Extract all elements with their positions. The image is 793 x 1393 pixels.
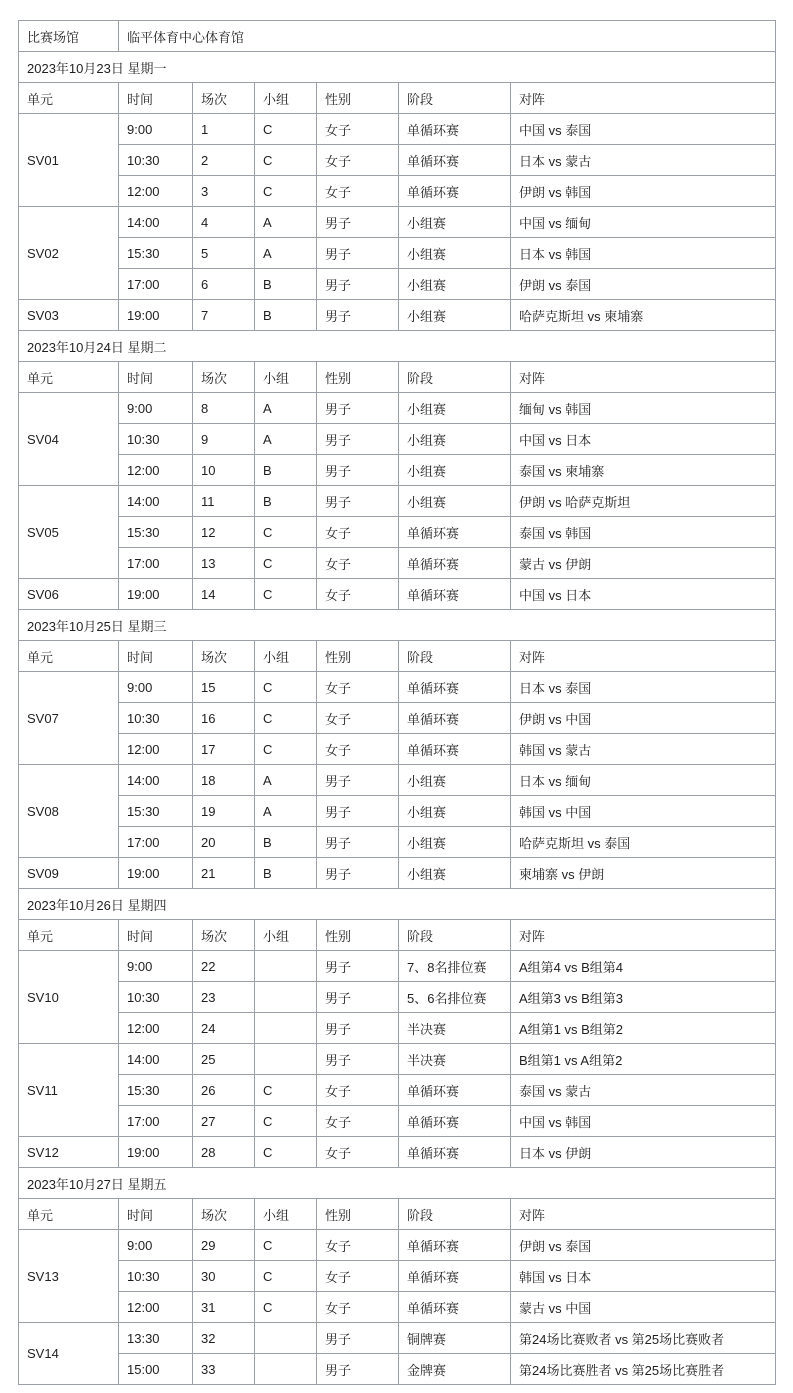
col-header-match: 场次 (193, 83, 255, 114)
cell-time: 13:30 (119, 1323, 193, 1354)
cell-group (255, 1044, 317, 1075)
cell-match: 31 (193, 1292, 255, 1323)
cell-match: 10 (193, 455, 255, 486)
table-row (19, 1044, 776, 1075)
cell-group: C (255, 1230, 317, 1261)
table-row (19, 1261, 776, 1292)
table-row (19, 982, 776, 1013)
cell-versus: 日本 vs 缅甸 (511, 765, 776, 796)
cell-stage: 7、8名排位赛 (399, 951, 511, 982)
cell-time: 19:00 (119, 300, 193, 331)
cell-group: A (255, 424, 317, 455)
cell-match: 9 (193, 424, 255, 455)
cell-versus: 蒙古 vs 伊朗 (511, 548, 776, 579)
cell-match: 6 (193, 269, 255, 300)
table-row (19, 1013, 776, 1044)
cell-gender: 男子 (317, 1354, 399, 1385)
cell-stage: 单循环赛 (399, 1230, 511, 1261)
cell-match: 28 (193, 1137, 255, 1168)
cell-time: 9:00 (119, 1230, 193, 1261)
table-row (19, 393, 776, 424)
cell-gender: 男子 (317, 1013, 399, 1044)
cell-group: C (255, 1106, 317, 1137)
cell-time: 12:00 (119, 176, 193, 207)
cell-match: 33 (193, 1354, 255, 1385)
cell-match: 15 (193, 672, 255, 703)
cell-versus: 哈萨克斯坦 vs 泰国 (511, 827, 776, 858)
cell-versus: 缅甸 vs 韩国 (511, 393, 776, 424)
unit-cell: SV03 (19, 300, 119, 331)
cell-gender: 男子 (317, 827, 399, 858)
cell-gender: 男子 (317, 455, 399, 486)
cell-gender: 女子 (317, 734, 399, 765)
col-header-time: 时间 (119, 1199, 193, 1230)
column-header-row (19, 83, 776, 114)
cell-versus: 伊朗 vs 泰国 (511, 1230, 776, 1261)
cell-time: 10:30 (119, 703, 193, 734)
cell-versus: 中国 vs 泰国 (511, 114, 776, 145)
cell-time: 14:00 (119, 765, 193, 796)
cell-time: 12:00 (119, 1292, 193, 1323)
cell-time: 17:00 (119, 1106, 193, 1137)
cell-group: C (255, 517, 317, 548)
col-header-time: 时间 (119, 920, 193, 951)
col-header-gender: 性别 (317, 1199, 399, 1230)
cell-match: 26 (193, 1075, 255, 1106)
cell-group: B (255, 827, 317, 858)
column-header-row (19, 641, 776, 672)
cell-group: A (255, 207, 317, 238)
day-date: 2023年10月27日 星期五 (19, 1168, 776, 1199)
cell-gender: 女子 (317, 1230, 399, 1261)
cell-time: 12:00 (119, 455, 193, 486)
cell-time: 9:00 (119, 393, 193, 424)
table-row (19, 1075, 776, 1106)
cell-versus: A组第1 vs B组第2 (511, 1013, 776, 1044)
cell-group: B (255, 486, 317, 517)
cell-versus: 柬埔寨 vs 伊朗 (511, 858, 776, 889)
cell-stage: 半决赛 (399, 1044, 511, 1075)
cell-time: 19:00 (119, 579, 193, 610)
cell-group: B (255, 300, 317, 331)
cell-time: 9:00 (119, 672, 193, 703)
col-header-time: 时间 (119, 641, 193, 672)
cell-stage: 单循环赛 (399, 145, 511, 176)
col-header-versus: 对阵 (511, 1199, 776, 1230)
cell-gender: 男子 (317, 486, 399, 517)
cell-time: 12:00 (119, 734, 193, 765)
cell-gender: 女子 (317, 1075, 399, 1106)
unit-cell: SV08 (19, 765, 119, 858)
cell-stage: 小组赛 (399, 455, 511, 486)
cell-match: 5 (193, 238, 255, 269)
cell-group: C (255, 145, 317, 176)
cell-group: C (255, 734, 317, 765)
col-header-unit: 单元 (19, 641, 119, 672)
day-header-row (19, 610, 776, 641)
col-header-stage: 阶段 (399, 1199, 511, 1230)
table-row (19, 765, 776, 796)
cell-group (255, 1323, 317, 1354)
cell-match: 11 (193, 486, 255, 517)
cell-gender: 女子 (317, 579, 399, 610)
cell-group: A (255, 238, 317, 269)
cell-group: C (255, 176, 317, 207)
table-row (19, 951, 776, 982)
cell-gender: 男子 (317, 238, 399, 269)
cell-match: 14 (193, 579, 255, 610)
cell-gender: 男子 (317, 269, 399, 300)
col-header-match: 场次 (193, 641, 255, 672)
cell-time: 14:00 (119, 207, 193, 238)
cell-versus: 哈萨克斯坦 vs 柬埔寨 (511, 300, 776, 331)
cell-gender: 女子 (317, 672, 399, 703)
cell-time: 9:00 (119, 114, 193, 145)
cell-stage: 金牌赛 (399, 1354, 511, 1385)
cell-time: 15:00 (119, 1354, 193, 1385)
col-header-stage: 阶段 (399, 920, 511, 951)
cell-group (255, 951, 317, 982)
cell-gender: 男子 (317, 424, 399, 455)
cell-time: 19:00 (119, 1137, 193, 1168)
cell-time: 17:00 (119, 548, 193, 579)
cell-versus: 日本 vs 泰国 (511, 672, 776, 703)
cell-group: B (255, 455, 317, 486)
cell-group: B (255, 858, 317, 889)
cell-stage: 小组赛 (399, 393, 511, 424)
cell-time: 19:00 (119, 858, 193, 889)
cell-stage: 单循环赛 (399, 579, 511, 610)
cell-versus: 韩国 vs 中国 (511, 796, 776, 827)
day-date: 2023年10月23日 星期一 (19, 52, 776, 83)
cell-versus: 伊朗 vs 哈萨克斯坦 (511, 486, 776, 517)
competition-schedule-table (18, 20, 776, 1385)
day-date: 2023年10月25日 星期三 (19, 610, 776, 641)
day-header-row (19, 1168, 776, 1199)
cell-stage: 单循环赛 (399, 672, 511, 703)
cell-group (255, 982, 317, 1013)
table-row (19, 207, 776, 238)
table-row (19, 1292, 776, 1323)
cell-match: 3 (193, 176, 255, 207)
unit-cell: SV10 (19, 951, 119, 1044)
cell-match: 21 (193, 858, 255, 889)
col-header-group: 小组 (255, 641, 317, 672)
cell-versus: 蒙古 vs 中国 (511, 1292, 776, 1323)
cell-gender: 男子 (317, 796, 399, 827)
cell-versus: B组第1 vs A组第2 (511, 1044, 776, 1075)
cell-stage: 单循环赛 (399, 548, 511, 579)
cell-match: 2 (193, 145, 255, 176)
cell-gender: 男子 (317, 1323, 399, 1354)
cell-time: 15:30 (119, 517, 193, 548)
col-header-unit: 单元 (19, 1199, 119, 1230)
cell-gender: 男子 (317, 1044, 399, 1075)
cell-group: B (255, 269, 317, 300)
cell-match: 1 (193, 114, 255, 145)
cell-gender: 女子 (317, 114, 399, 145)
cell-time: 10:30 (119, 982, 193, 1013)
cell-stage: 单循环赛 (399, 1261, 511, 1292)
cell-stage: 单循环赛 (399, 1075, 511, 1106)
col-header-stage: 阶段 (399, 83, 511, 114)
cell-gender: 女子 (317, 548, 399, 579)
cell-gender: 男子 (317, 858, 399, 889)
unit-cell: SV05 (19, 486, 119, 579)
col-header-stage: 阶段 (399, 362, 511, 393)
unit-cell: SV13 (19, 1230, 119, 1323)
table-row (19, 672, 776, 703)
cell-stage: 半决赛 (399, 1013, 511, 1044)
cell-time: 10:30 (119, 145, 193, 176)
table-row (19, 858, 776, 889)
col-header-match: 场次 (193, 362, 255, 393)
cell-group: A (255, 796, 317, 827)
cell-group: C (255, 1075, 317, 1106)
cell-versus: 日本 vs 伊朗 (511, 1137, 776, 1168)
cell-gender: 女子 (317, 1261, 399, 1292)
cell-match: 24 (193, 1013, 255, 1044)
cell-versus: 伊朗 vs 韩国 (511, 176, 776, 207)
column-header-row (19, 362, 776, 393)
cell-group: C (255, 672, 317, 703)
col-header-match: 场次 (193, 1199, 255, 1230)
table-row (19, 269, 776, 300)
col-header-gender: 性别 (317, 641, 399, 672)
cell-gender: 男子 (317, 207, 399, 238)
col-header-unit: 单元 (19, 362, 119, 393)
cell-gender: 男子 (317, 300, 399, 331)
cell-match: 27 (193, 1106, 255, 1137)
cell-stage: 小组赛 (399, 486, 511, 517)
col-header-group: 小组 (255, 362, 317, 393)
cell-group: A (255, 393, 317, 424)
table-row (19, 548, 776, 579)
cell-group: C (255, 1261, 317, 1292)
cell-time: 15:30 (119, 796, 193, 827)
cell-stage: 单循环赛 (399, 1106, 511, 1137)
cell-versus: 中国 vs 日本 (511, 424, 776, 455)
cell-stage: 单循环赛 (399, 1137, 511, 1168)
cell-versus: 日本 vs 蒙古 (511, 145, 776, 176)
col-header-versus: 对阵 (511, 83, 776, 114)
cell-match: 32 (193, 1323, 255, 1354)
table-row (19, 827, 776, 858)
table-row (19, 703, 776, 734)
day-date: 2023年10月26日 星期四 (19, 889, 776, 920)
cell-time: 15:30 (119, 238, 193, 269)
venue-name: 临平体育中心体育馆 (119, 21, 776, 52)
cell-stage: 单循环赛 (399, 176, 511, 207)
unit-cell: SV12 (19, 1137, 119, 1168)
cell-match: 23 (193, 982, 255, 1013)
venue-label: 比赛场馆 (19, 21, 119, 52)
cell-time: 14:00 (119, 486, 193, 517)
cell-gender: 男子 (317, 765, 399, 796)
table-row (19, 796, 776, 827)
cell-match: 25 (193, 1044, 255, 1075)
cell-gender: 女子 (317, 1106, 399, 1137)
unit-cell: SV02 (19, 207, 119, 300)
cell-group (255, 1013, 317, 1044)
col-header-unit: 单元 (19, 83, 119, 114)
cell-gender: 女子 (317, 1292, 399, 1323)
cell-time: 10:30 (119, 424, 193, 455)
cell-match: 18 (193, 765, 255, 796)
cell-match: 20 (193, 827, 255, 858)
cell-versus: 伊朗 vs 泰国 (511, 269, 776, 300)
col-header-versus: 对阵 (511, 641, 776, 672)
column-header-row (19, 1199, 776, 1230)
col-header-versus: 对阵 (511, 920, 776, 951)
cell-time: 10:30 (119, 1261, 193, 1292)
cell-stage: 小组赛 (399, 238, 511, 269)
cell-gender: 女子 (317, 176, 399, 207)
cell-gender: 男子 (317, 982, 399, 1013)
cell-versus: 韩国 vs 蒙古 (511, 734, 776, 765)
cell-stage: 小组赛 (399, 207, 511, 238)
col-header-group: 小组 (255, 920, 317, 951)
column-header-row (19, 920, 776, 951)
day-date: 2023年10月24日 星期二 (19, 331, 776, 362)
cell-versus: 中国 vs 缅甸 (511, 207, 776, 238)
cell-group (255, 1354, 317, 1385)
unit-cell: SV09 (19, 858, 119, 889)
cell-stage: 小组赛 (399, 827, 511, 858)
col-header-gender: 性别 (317, 362, 399, 393)
cell-time: 12:00 (119, 1013, 193, 1044)
col-header-time: 时间 (119, 83, 193, 114)
table-row (19, 424, 776, 455)
table-row (19, 145, 776, 176)
unit-cell: SV06 (19, 579, 119, 610)
cell-time: 15:30 (119, 1075, 193, 1106)
table-row (19, 455, 776, 486)
day-header-row (19, 52, 776, 83)
cell-stage: 小组赛 (399, 765, 511, 796)
cell-gender: 女子 (317, 703, 399, 734)
cell-stage: 5、6名排位赛 (399, 982, 511, 1013)
cell-group: A (255, 765, 317, 796)
cell-group: C (255, 548, 317, 579)
cell-versus: 伊朗 vs 中国 (511, 703, 776, 734)
table-row (19, 734, 776, 765)
col-header-group: 小组 (255, 83, 317, 114)
table-row (19, 486, 776, 517)
cell-time: 14:00 (119, 1044, 193, 1075)
table-row (19, 579, 776, 610)
cell-match: 22 (193, 951, 255, 982)
cell-group: C (255, 703, 317, 734)
cell-match: 29 (193, 1230, 255, 1261)
table-row (19, 176, 776, 207)
cell-match: 30 (193, 1261, 255, 1292)
cell-group: C (255, 579, 317, 610)
unit-cell: SV14 (19, 1323, 119, 1385)
cell-match: 16 (193, 703, 255, 734)
cell-stage: 单循环赛 (399, 703, 511, 734)
cell-time: 17:00 (119, 827, 193, 858)
cell-gender: 男子 (317, 393, 399, 424)
col-header-stage: 阶段 (399, 641, 511, 672)
table-row (19, 300, 776, 331)
cell-stage: 单循环赛 (399, 517, 511, 548)
cell-stage: 单循环赛 (399, 114, 511, 145)
table-row (19, 1230, 776, 1261)
col-header-versus: 对阵 (511, 362, 776, 393)
cell-match: 13 (193, 548, 255, 579)
cell-versus: A组第3 vs B组第3 (511, 982, 776, 1013)
col-header-group: 小组 (255, 1199, 317, 1230)
table-row (19, 1354, 776, 1385)
cell-versus: 中国 vs 韩国 (511, 1106, 776, 1137)
cell-time: 9:00 (119, 951, 193, 982)
unit-cell: SV01 (19, 114, 119, 207)
cell-match: 19 (193, 796, 255, 827)
cell-versus: 韩国 vs 日本 (511, 1261, 776, 1292)
cell-group: C (255, 114, 317, 145)
cell-group: C (255, 1292, 317, 1323)
table-row (19, 114, 776, 145)
cell-gender: 女子 (317, 145, 399, 176)
cell-versus: 第24场比赛败者 vs 第25场比赛败者 (511, 1323, 776, 1354)
cell-stage: 小组赛 (399, 796, 511, 827)
cell-versus: 泰国 vs 蒙古 (511, 1075, 776, 1106)
cell-stage: 小组赛 (399, 424, 511, 455)
table-row (19, 238, 776, 269)
table-row (19, 1323, 776, 1354)
col-header-time: 时间 (119, 362, 193, 393)
cell-stage: 小组赛 (399, 858, 511, 889)
venue-row (19, 21, 776, 52)
cell-match: 12 (193, 517, 255, 548)
cell-match: 17 (193, 734, 255, 765)
cell-versus: 中国 vs 日本 (511, 579, 776, 610)
col-header-match: 场次 (193, 920, 255, 951)
cell-versus: 泰国 vs 韩国 (511, 517, 776, 548)
col-header-unit: 单元 (19, 920, 119, 951)
cell-match: 7 (193, 300, 255, 331)
day-header-row (19, 889, 776, 920)
cell-match: 8 (193, 393, 255, 424)
unit-cell: SV04 (19, 393, 119, 486)
table-row (19, 517, 776, 548)
cell-group: C (255, 1137, 317, 1168)
table-row (19, 1137, 776, 1168)
cell-versus: 日本 vs 韩国 (511, 238, 776, 269)
cell-gender: 男子 (317, 951, 399, 982)
cell-stage: 单循环赛 (399, 734, 511, 765)
cell-match: 4 (193, 207, 255, 238)
unit-cell: SV11 (19, 1044, 119, 1137)
table-row (19, 1106, 776, 1137)
cell-gender: 女子 (317, 1137, 399, 1168)
col-header-gender: 性别 (317, 83, 399, 114)
cell-stage: 单循环赛 (399, 1292, 511, 1323)
cell-versus: A组第4 vs B组第4 (511, 951, 776, 982)
unit-cell: SV07 (19, 672, 119, 765)
cell-stage: 小组赛 (399, 300, 511, 331)
cell-stage: 小组赛 (399, 269, 511, 300)
cell-time: 17:00 (119, 269, 193, 300)
cell-gender: 女子 (317, 517, 399, 548)
col-header-gender: 性别 (317, 920, 399, 951)
cell-versus: 第24场比赛胜者 vs 第25场比赛胜者 (511, 1354, 776, 1385)
day-header-row (19, 331, 776, 362)
cell-versus: 泰国 vs 柬埔寨 (511, 455, 776, 486)
cell-stage: 铜牌赛 (399, 1323, 511, 1354)
